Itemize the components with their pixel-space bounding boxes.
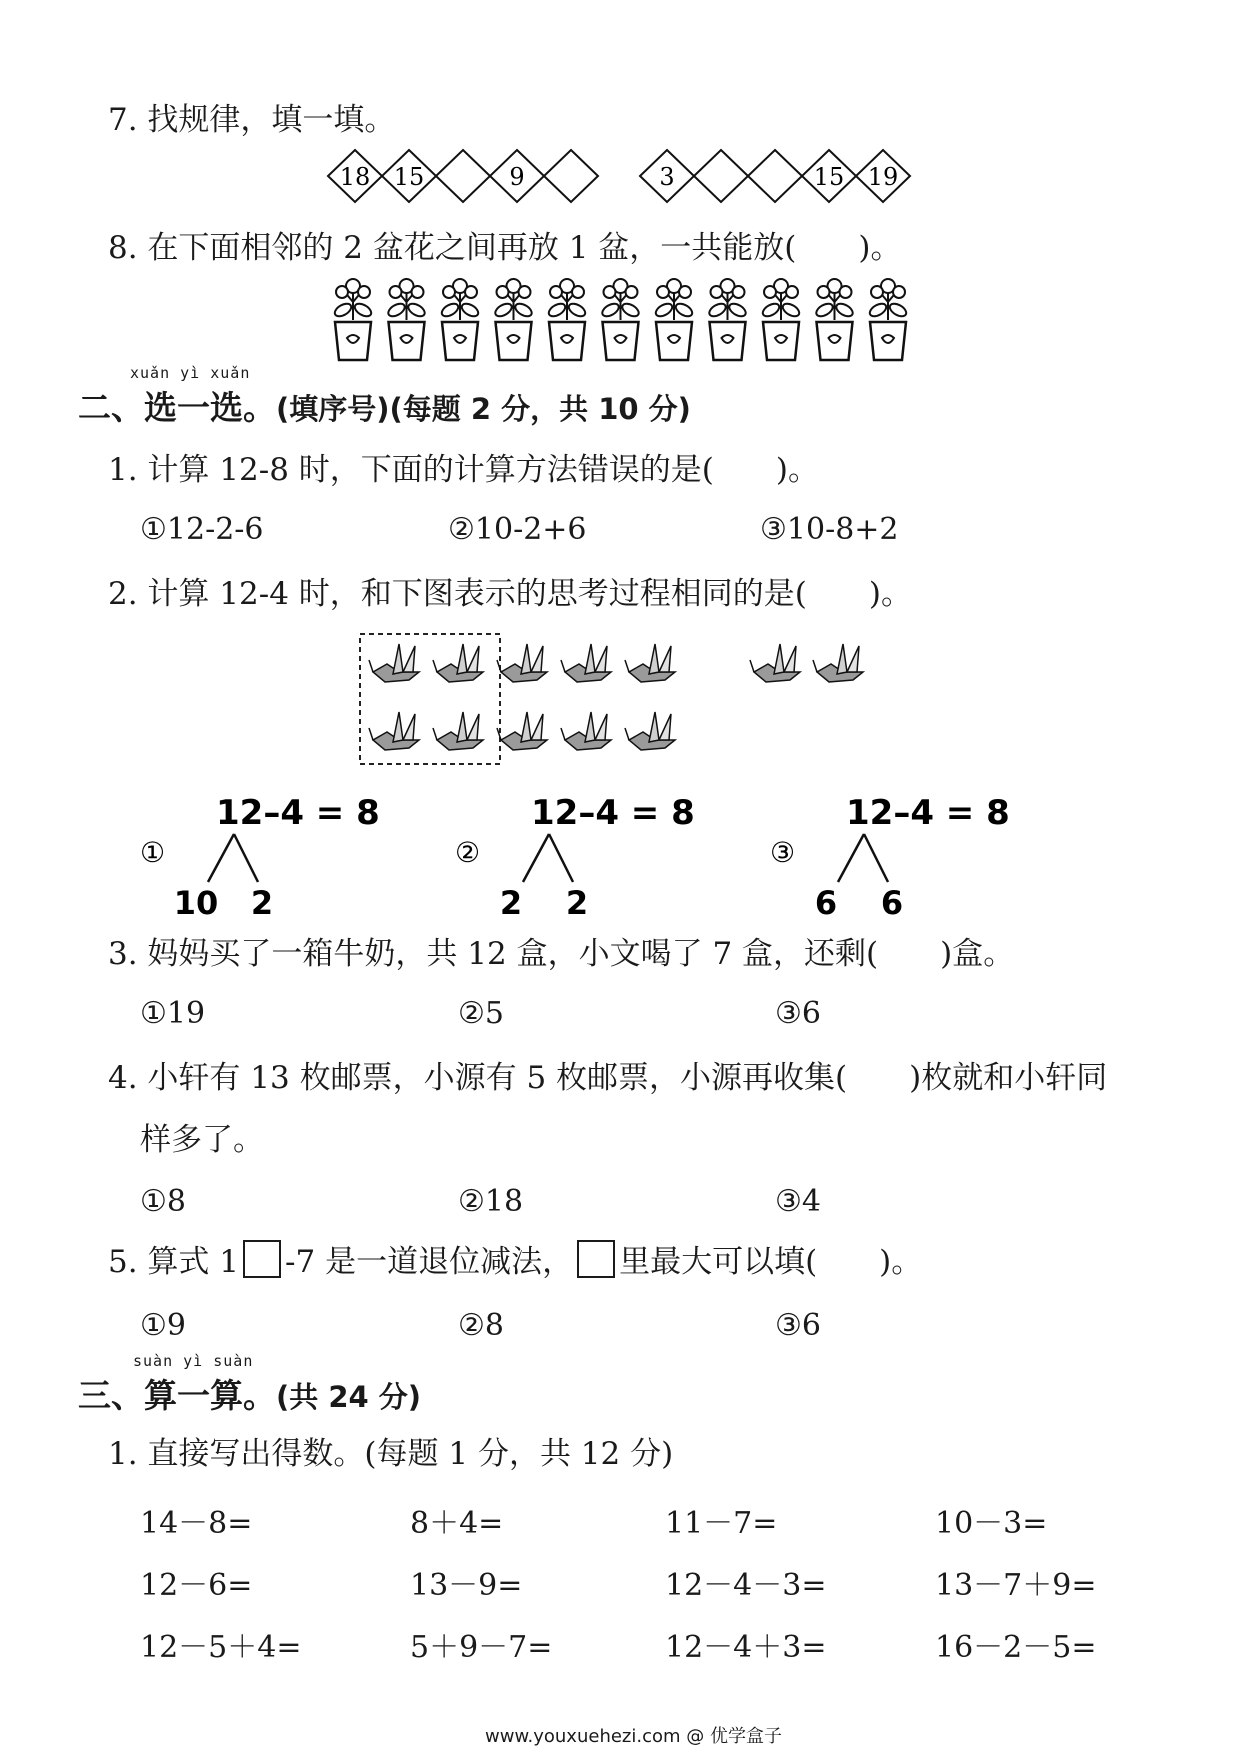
svg-text:10: 10 [173,884,219,920]
s2-q1-option-3[interactable]: ③10-8+2 [760,512,899,547]
paper-crane-icon [497,644,547,682]
svg-text:19: 19 [867,163,899,191]
paper-crane-icon [433,644,483,682]
sequence-number [802,150,856,202]
section2-note: (填序号)(每题 2 分，共 10 分) [276,392,691,426]
calc-item: 12－4＋3= [665,1630,827,1665]
svg-text:18: 18 [339,163,371,191]
s2-q5-text-b: -7 是一道退位减法， [285,1244,574,1280]
calc-item: 16－2－5= [935,1630,1097,1665]
flower-pot [333,279,374,360]
section3-note: (共 24 分) [276,1380,422,1414]
svg-text:3: 3 [659,163,675,191]
sequence-number [490,150,544,202]
flower-pot [814,279,855,360]
calc-item: 12－5＋4= [140,1630,302,1665]
section3-heading: 三、算一算。 [78,1376,276,1415]
flower-pot [654,279,695,360]
thinking-diagram[interactable] [140,793,380,920]
flower-pot [600,279,641,360]
svg-text:6: 6 [814,884,838,920]
s2-q5-option-2[interactable]: ②8 [458,1308,504,1343]
svg-text:①: ① [140,836,166,869]
svg-text:9: 9 [509,163,525,191]
s2-q1-option-2[interactable]: ②10-2+6 [448,512,587,547]
calc-item: 13－9= [410,1568,523,1603]
paper-crane-icon [813,644,863,682]
s2-q1-text: 1. 计算 12-8 时，下面的计算方法错误的是( )。 [108,452,819,488]
s2-q4-text-line1: 4. 小轩有 13 枚邮票，小源有 5 枚邮票，小源再收集( )枚就和小轩同 [108,1060,1108,1096]
s2-q5-text-a: 5. 算式 1 [108,1244,240,1280]
calc-item: 14－8= [140,1506,253,1541]
s2-q3-option-3[interactable]: ③6 [775,996,821,1031]
svg-text:2: 2 [250,884,274,920]
svg-text:②: ② [455,836,481,869]
flower-pot [868,279,909,360]
q7-text: 7. 找规律，填一填。 [108,102,396,138]
sequence-2 [640,150,910,202]
sequence-number [382,150,436,202]
footer-watermark: www.youxuehezi.com @ 优学盒子 [485,1726,782,1747]
calc-item: 12－4－3= [665,1568,827,1603]
paper-crane-icon [369,712,419,750]
calc-item: 12－6= [140,1568,253,1603]
flower-pot [386,279,427,360]
paper-crane-icon [369,644,419,682]
sequence-1 [328,150,598,202]
sequence-number [328,150,382,202]
s3-q1-text: 1. 直接写出得数。(每题 1 分，共 12 分) [108,1436,674,1472]
flower-pot [547,279,588,360]
s2-q3-option-2[interactable]: ②5 [458,996,504,1031]
thinking-diagram[interactable] [455,793,695,920]
sequence-blank[interactable] [544,150,598,202]
s2-q3-option-1[interactable]: ①19 [140,996,206,1031]
s2-q3-text: 3. 妈妈买了一箱牛奶，共 12 盒，小文喝了 7 盒，还剩( )盒。 [108,936,1015,972]
calc-item: 13－7＋9= [935,1568,1097,1603]
svg-text:12–4 = 8: 12–4 = 8 [846,793,1010,833]
s2-q1-option-1[interactable]: ①12-2-6 [140,512,264,547]
svg-text:2: 2 [499,884,523,920]
paper-crane-icon [750,644,800,682]
section2-pinyin: xuǎn yì xuǎn [130,364,251,382]
paper-crane-icon [433,712,483,750]
q8-text: 8. 在下面相邻的 2 盆花之间再放 1 盆，一共能放( )。 [108,230,902,266]
s2-q4-option-3[interactable]: ③4 [775,1184,821,1219]
calc-item: 5＋9－7= [410,1630,553,1665]
svg-text:6: 6 [880,884,904,920]
sequence-number [640,150,694,202]
s2-q5-option-1[interactable]: ①9 [140,1308,186,1343]
calc-item: 8＋4= [410,1506,504,1541]
sequence-blank[interactable] [694,150,748,202]
sequence-blank[interactable] [436,150,490,202]
s2-q5-text-c: 里最大可以填( )。 [619,1244,923,1280]
paper-crane-icon [561,712,611,750]
blank-box[interactable] [243,1240,281,1278]
svg-text:15: 15 [813,163,845,191]
thinking-diagram[interactable] [770,793,1010,920]
s2-q4-text-line2: 样多了。 [140,1122,264,1158]
paper-crane-icon [561,644,611,682]
sequence-number [856,150,910,202]
blank-box-ref [577,1240,615,1278]
sequence-blank[interactable] [748,150,802,202]
s2-q4-option-1[interactable]: ①8 [140,1184,186,1219]
flower-pots [325,276,925,364]
paper-crane-icon [497,712,547,750]
section3-title [78,1370,421,1417]
svg-text:15: 15 [393,163,425,191]
think-diagrams [140,790,1040,920]
svg-text:12–4 = 8: 12–4 = 8 [531,793,695,833]
flower-pot [761,279,802,360]
section2-heading: 二、选一选。 [78,388,276,427]
paper-crane-icon [625,644,675,682]
section2-title [78,382,691,429]
calc-item: 10－3= [935,1506,1048,1541]
s2-q4-option-2[interactable]: ②18 [458,1184,524,1219]
paper-cranes-figure [355,630,895,770]
paper-crane-icon [625,712,675,750]
pattern-sequences [320,146,960,206]
section3-pinyin: suàn yì suàn [133,1352,254,1370]
flower-pot [440,279,481,360]
svg-text:12–4 = 8: 12–4 = 8 [216,793,380,833]
svg-text:③: ③ [770,836,796,869]
flower-pot [493,279,534,360]
s2-q2-text: 2. 计算 12-4 时，和下图表示的思考过程相同的是( )。 [108,576,912,612]
s2-q5-option-3[interactable]: ③6 [775,1308,821,1343]
svg-text:2: 2 [565,884,589,920]
calc-item: 11－7= [665,1506,778,1541]
s2-q5-text [108,1240,922,1282]
flower-pot [707,279,748,360]
